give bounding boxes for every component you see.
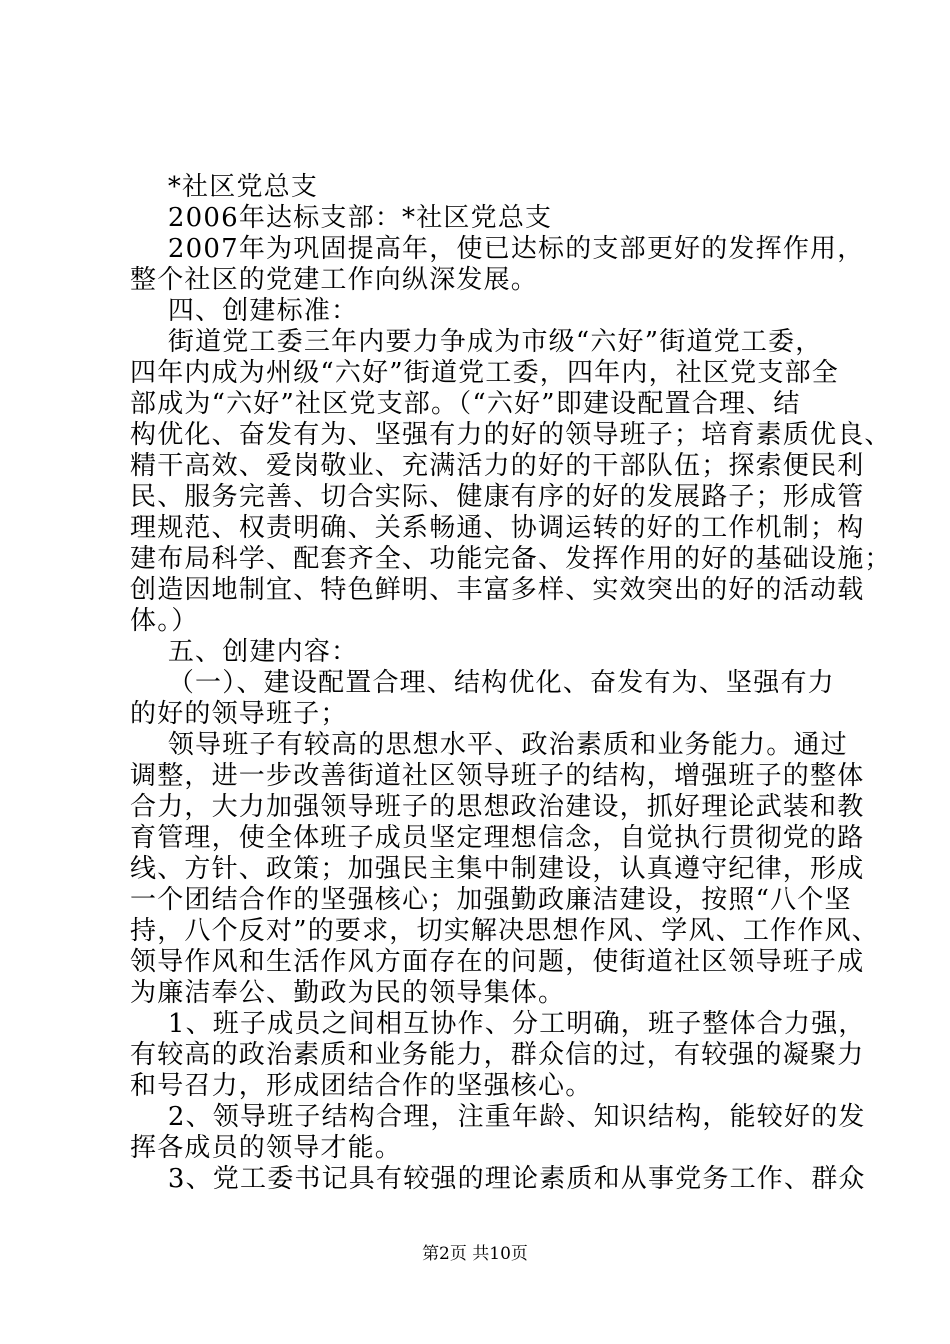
text-line: 2007年为巩固提高年，使已达标的支部更好的发挥作用，: [130, 234, 865, 264]
text-line: 构优化、奋发有为、坚强有力的好的领导班子；培育素质优良、: [130, 420, 892, 450]
section-heading: 五、创建内容：: [130, 637, 359, 667]
text-line: 建布局科学、配套齐全、功能完备、发挥作用的好的基础设施；: [130, 544, 892, 574]
document-body: [130, 172, 892, 1195]
page-footer: [0, 1243, 950, 1265]
text-line: 调整，进一步改善街道社区领导班子的结构，增强班子的整体: [130, 761, 865, 791]
text-line: 1、班子成员之间相互协作、分工明确，班子整体合力强，: [130, 1009, 866, 1039]
text-line: 部成为“六好”社区党支部。（“六好”即建设配置合理、结: [130, 389, 801, 419]
text-line: 创造因地制宜、特色鲜明、丰富多样、实效突出的好的活动载: [130, 575, 865, 605]
text-line: 线、方针、政策；加强民主集中制建设，认真遵守纪律，形成: [130, 854, 865, 884]
text-line: 2006年达标支部：*社区党总支: [130, 203, 553, 233]
text-line: *社区党总支: [130, 172, 319, 202]
text-line: 的好的领导班子；: [130, 699, 348, 729]
text-line: 和号召力，形成团结合作的坚强核心。: [130, 1071, 593, 1101]
text-line: 领导班子有较高的思想水平、政治素质和业务能力。通过: [130, 730, 848, 760]
text-line: 有较高的政治素质和业务能力，群众信的过，有较强的凝聚力: [130, 1040, 865, 1070]
text-line: 2、领导班子结构合理，注重年龄、知识结构，能较好的发: [130, 1102, 866, 1132]
page-number-label: 第2页 共10页: [422, 1244, 528, 1264]
text-line: 3、党工委书记具有较强的理论素质和从事党务工作、群众: [130, 1164, 866, 1194]
text-line: 理规范、权责明确、关系畅通、协调运转的好的工作机制；构: [130, 513, 865, 543]
text-line: 为廉洁奉公、勤政为民的领导集体。: [130, 978, 566, 1008]
text-line: （一）、建设配置合理、结构优化、奋发有为、坚强有力: [130, 668, 835, 698]
text-line: 领导作风和生活作风方面存在的问题，使街道社区领导班子成: [130, 947, 865, 977]
text-line: 育管理，使全体班子成员坚定理想信念，自觉执行贯彻党的路: [130, 823, 865, 853]
text-line: 整个社区的党建工作向纵深发展。: [130, 265, 539, 295]
text-line: 街道党工委三年内要力争成为市级“六好”街道党工委，: [130, 327, 823, 357]
section-heading: 四、创建标准：: [130, 296, 359, 326]
text-line: 精干高效、爱岗敬业、充满活力的好的干部队伍；探索便民利: [130, 451, 865, 481]
text-line: 挥各成员的领导才能。: [130, 1133, 403, 1163]
text-line: 民、服务完善、切合实际、健康有序的好的发展路子；形成管: [130, 482, 865, 512]
text-line: 四年内成为州级“六好”街道党工委，四年内，社区党支部全: [130, 358, 839, 388]
text-line: 合力，大力加强领导班子的思想政治建设，抓好理论武装和教: [130, 792, 865, 822]
text-line: 一个团结合作的坚强核心；加强勤政廉洁建设，按照“八个坚: [130, 885, 852, 915]
text-line: 体。）: [130, 606, 199, 636]
text-line: 持，八个反对”的要求，切实解决思想作风、学风、工作作风、: [130, 916, 879, 946]
